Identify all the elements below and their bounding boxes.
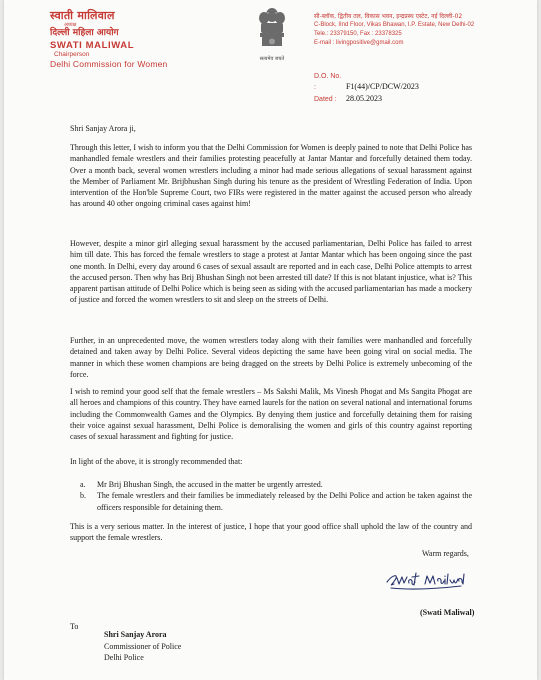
list-item xyxy=(70,490,472,513)
address-english: C-Block, IInd Floor, Vikas Bhawan, I.P. Estate, New Delhi-02 xyxy=(314,22,475,28)
telephone-fax: Tele.: 23379150, Fax : 23378325 xyxy=(314,31,402,37)
recipient-org: Delhi Police xyxy=(104,653,144,662)
lion-capital-icon xyxy=(257,6,287,50)
closing-phrase: Warm regards, xyxy=(422,549,469,558)
paragraph-1: Through this letter, I wish to inform you that the Delhi Commission for Women is deeply pained to note that Delhi Police has manhandled female wrestlers and their families protesting peacefully at Jantar Mantar and forcefully detained them today. Over a month back, several women wrestlers including a minor had made serious allegations of sexual harassment against the Member of Parliament Mr. Brijbhushan Singh during his tenure as the president of Wrestling Federation of India. Upon intervention of the Hon'ble Supreme Court, two FIRs were registered in the matter against the accused person who already has around 40 other ongoing criminal cases against him! xyxy=(70,143,472,209)
list-marker: b. xyxy=(80,491,86,501)
list-item-text: Mr Brij Bhushan Singh, the accused in the matter be urgently arrested. xyxy=(97,480,323,489)
recommendation-list xyxy=(70,479,472,513)
handwritten-signature xyxy=(385,568,465,594)
recipient-address xyxy=(104,629,181,664)
salutation: Shri Sanjay Arora ji, xyxy=(70,124,136,133)
org-name-hindi: दिल्ली महिला आयोग xyxy=(50,28,119,38)
document-reference xyxy=(314,71,419,105)
recipient-name: Shri Sanjay Arora xyxy=(104,630,167,639)
list-item-text: The female wrestlers and their families be immediately released by the Delhi Police and action be taken against the officers responsible for detaining them. xyxy=(97,491,472,512)
paragraph-3: Further, in an unprecedented move, the women wrestlers today along with their families were manhandled and forcefully detained and taken away by Delhi Police. Several videos depicting the same have been going viral on social media. The manner in which these women champions are being dragged on the streets by Delhi Police is extremely unbecoming of the force. xyxy=(70,336,472,379)
closing-paragraph: This is a very serious matter. In the interest of justice, I hope that your good office shall uphold the law of the country and support the female wrestlers. xyxy=(70,522,472,543)
letterhead-contact xyxy=(314,12,474,48)
date-value: 28.05.2023 xyxy=(345,94,382,103)
paragraph-4: I wish to remind your good self that the female wrestlers – Ms Sakshi Malik, Ms Vinesh Phogat and Ms Sangita Phogat are all heroes and champions of this country. They have earned laurels for the nation on several national and international forums including the Commonwealth Games and the Olympics. By denying them justice and forcefully detaining them for raising their voice against sexual harassment, Delhi Police is demoralising the women and girls of this country against reporting cases of sexual harassment and fighting for justice. xyxy=(70,387,472,442)
national-emblem xyxy=(252,6,292,60)
sender-name-hindi: स्वाती मालिवाल xyxy=(50,9,115,22)
sender-role-hindi: अध्यक्ष xyxy=(64,22,77,28)
address-hindi: सी-ब्लॉक, द्वितीय तल, विकास भवन, इन्द्रप्रस्थ एस्टेट, नई दिल्ली-02 xyxy=(314,13,463,20)
emblem-motto: सत्यमेव जयते xyxy=(259,56,285,62)
paragraph-5: In light of the above, it is strongly recommended that: xyxy=(70,457,243,466)
do-number-value: F1(44)/CP/DCW/2023 xyxy=(345,82,419,91)
letterhead-sender xyxy=(50,10,167,69)
recipient-designation: Commissioner of Police xyxy=(104,641,182,651)
list-item xyxy=(70,479,472,490)
to-label: To xyxy=(70,622,79,631)
sender-role-english: Chairperson xyxy=(54,51,90,58)
paragraph-2: However, despite a minor girl alleging sexual harassment by the accused parliamentarian, Delhi Police has failed to arrest him till date. This has forced the female wrestlers to stage a protest at Jantar Mantar which has been ongoing since the past one month. In Delhi, every day around 6 cases of sexual assault are reported and in each case, Delhi Police attempts to arrest the accused person. Then why has Brij Bhushan Singh not been arrested till date? If this is not blatant injustice, what is? This apparent partisan attitude of Delhi Police which is being seen as siding with the accused parliamentarian has made a mockery of justice and forced the women wrestlers to sit and sleep on the streets of Delhi. xyxy=(70,239,472,305)
org-name-english: Delhi Commission for Women xyxy=(50,59,168,69)
list-marker: a. xyxy=(80,480,86,489)
letter-page xyxy=(4,0,537,680)
date-label: Dated : xyxy=(314,96,337,103)
do-number-label: D.O. No. : xyxy=(314,73,342,91)
signatory-name: (Swati Maliwal) xyxy=(420,608,475,617)
sender-name-english: SWATI MALIWAL xyxy=(50,40,135,51)
email-address: E-mail : livingpositive@gmail.com xyxy=(314,40,404,46)
